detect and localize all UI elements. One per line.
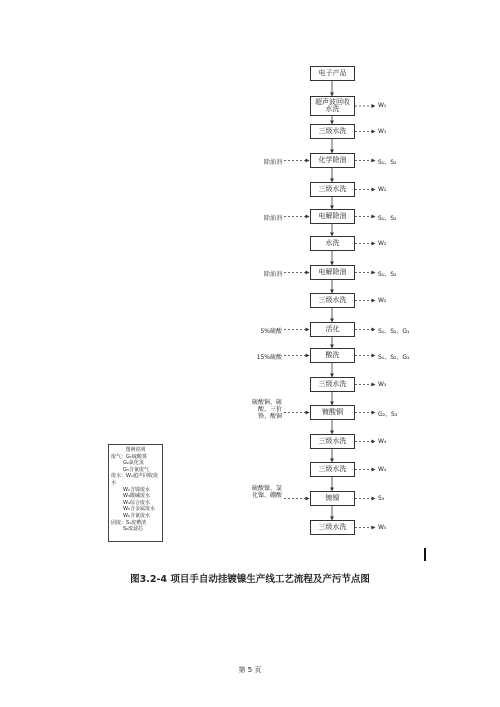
legend-line: W₅含金属废水 <box>123 506 155 513</box>
legend-line: 废气：G₁硫酸雾 <box>111 453 147 460</box>
process-step-box: 电子产品 <box>310 66 355 81</box>
input-material-label: 除油剂 <box>263 270 282 278</box>
pollutant-output-label: W₂ <box>378 239 387 247</box>
legend-line: W₃酸碱废水 <box>123 493 150 500</box>
process-step-box: 超声波回收水洗 <box>310 96 355 116</box>
process-step-box: 镀镍 <box>310 491 355 506</box>
process-step-box: 三级水洗 <box>310 520 355 535</box>
legend-line: G₃含氰废气 <box>123 466 149 473</box>
legend-line: W₆含氰废水 <box>123 512 150 519</box>
legend-title: 图例说明 <box>125 447 146 453</box>
pollutant-output-label: G₂、S₃ <box>378 410 398 418</box>
pollutant-output-label: W₂ <box>378 296 387 304</box>
text-cursor-mark <box>424 548 426 561</box>
legend-line: W₂含镍废水 <box>123 486 150 493</box>
input-material-label: 15%硫酸 <box>256 353 282 361</box>
figure-caption: 图3.2-4 项目手自动挂镀镍生产线工艺流程及产污节点图 <box>130 574 370 585</box>
legend-line: 废水：W₁超声回收废水 <box>111 473 158 486</box>
process-step-box: 水洗 <box>310 236 355 251</box>
process-step-box: 三级水洗 <box>310 182 355 197</box>
legend-box <box>108 444 163 542</box>
pollutant-output-label: W₂ <box>378 185 387 193</box>
pollutant-output-label: S₁、S₂ <box>378 214 397 222</box>
legend-line: S₂废滤芯 <box>123 526 144 533</box>
input-material-label: 硫酸镍、氯化镍、硼酸 <box>252 484 283 499</box>
legend-line: G₂氯化氢 <box>123 460 144 467</box>
pollutant-output-label: S₁、S₂、G₁ <box>378 327 410 335</box>
pollutant-output-label: W₃ <box>378 380 387 388</box>
pollutant-output-label: W₄ <box>378 437 387 445</box>
process-step-box: 三级水洗 <box>310 462 355 477</box>
pollutant-output-label: W₁ <box>378 102 387 109</box>
pollutant-output-label: W₁ <box>378 127 387 135</box>
process-step-box: 酸洗 <box>310 348 355 363</box>
input-material-label: 除油剂 <box>263 214 282 222</box>
pollutant-output-label: S₁、S₂ <box>378 270 397 278</box>
process-step-box: 镀酸铜 <box>310 405 355 420</box>
process-step-box: 化学除油 <box>310 153 355 168</box>
pollutant-output-label: S₃ <box>378 494 385 502</box>
input-material-label: 除油剂 <box>263 158 282 166</box>
pollutant-output-label: W₄ <box>378 465 387 473</box>
legend-line: W₄综合废水 <box>123 499 150 506</box>
input-material-label: 硫酸铜、硫酸、三价铬、酸铜 <box>252 398 283 420</box>
pollutant-output-label: W₅ <box>378 523 387 531</box>
process-step-box: 三级水洗 <box>310 293 355 308</box>
page-number: 第 5 页 <box>238 666 262 674</box>
legend-line: 固废：S₁废槽渣 <box>111 519 147 526</box>
process-step-box: 活化 <box>310 322 355 337</box>
process-step-box: 电解除油 <box>310 265 355 280</box>
process-step-box: 电解除油 <box>310 209 355 224</box>
process-step-box: 三级水洗 <box>310 124 355 139</box>
process-step-box: 三级水洗 <box>310 434 355 449</box>
pollutant-output-label: S₁、S₂、G₁ <box>378 353 410 361</box>
input-material-label: 5%硫酸 <box>260 327 282 335</box>
pollutant-output-label: S₁、S₂ <box>378 158 397 166</box>
process-step-box: 三级水洗 <box>310 377 355 392</box>
